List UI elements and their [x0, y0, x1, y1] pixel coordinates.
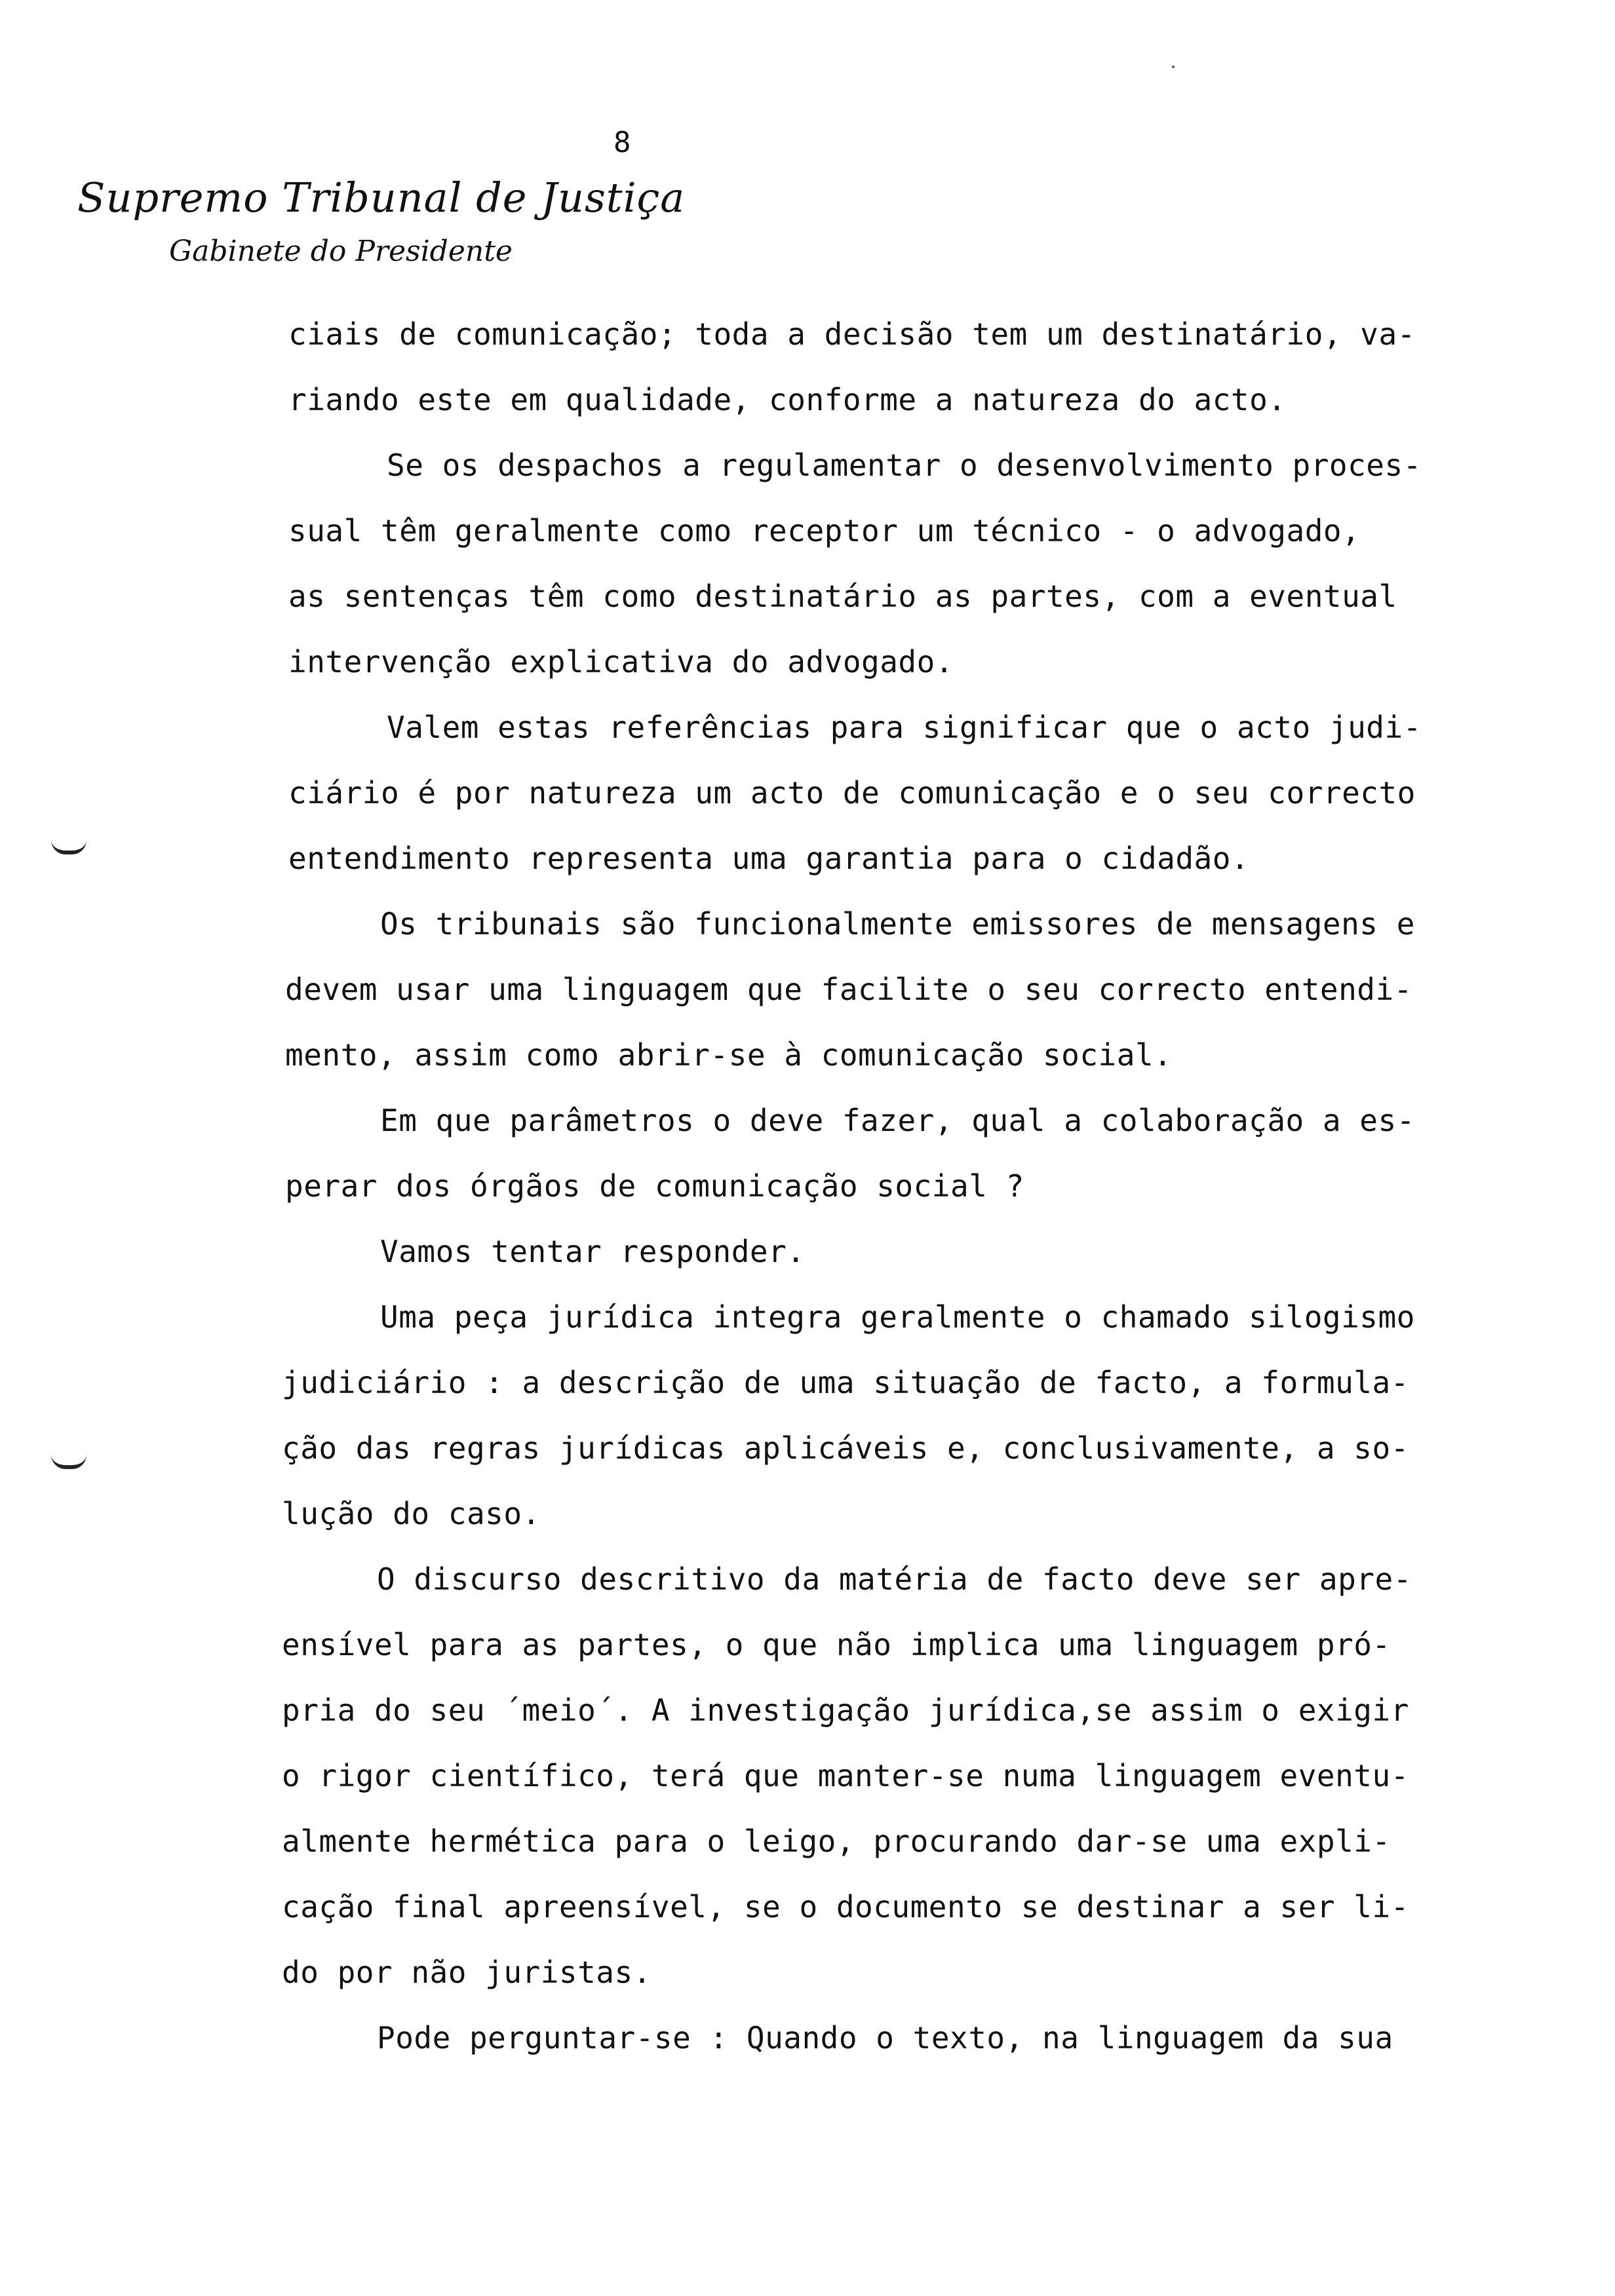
- text-line: mento, assim como abrir-se à comunicação social.: [285, 1037, 1173, 1073]
- text-line: o rigor científico, terá que manter-se numa linguagem eventu-: [282, 1758, 1409, 1793]
- text-line: Uma peça jurídica integra geralmente o chamado silogismo: [380, 1299, 1415, 1335]
- text-line: ciário é por natureza um acto de comunicação e o seu correcto: [288, 775, 1416, 811]
- text-line: pria do seu ´meio´. A investigação jurídica,se assim o exigir: [282, 1693, 1409, 1728]
- text-line: devem usar uma linguagem que facilite o seu correcto entendi-: [285, 972, 1412, 1007]
- letterhead-subtitle: Gabinete do Presidente: [169, 235, 513, 268]
- text-line: riando este em qualidade, conforme a natureza do acto.: [288, 382, 1287, 417]
- text-line: Os tribunais são funcionalmente emissores de mensagens e: [380, 906, 1415, 942]
- text-line: cação final apreensível, se o documento se destinar a ser li-: [282, 1889, 1409, 1924]
- text-line: do por não juristas.: [282, 1955, 652, 1990]
- text-line: Valem estas referências para significar que o acto judi-: [387, 710, 1422, 745]
- text-line: Vamos tentar responder.: [380, 1234, 806, 1269]
- text-line: perar dos órgãos de comunicação social ?: [285, 1168, 1024, 1204]
- text-line: lução do caso.: [282, 1496, 541, 1531]
- text-line: as sentenças têm como destinatário as partes, com a eventual: [288, 579, 1397, 614]
- text-line: Pode perguntar-se : Quando o texto, na linguagem da sua: [377, 2020, 1393, 2056]
- text-line: Em que parâmetros o deve fazer, qual a colaboração a es-: [380, 1103, 1415, 1138]
- text-line: almente hermética para o leigo, procurando dar-se uma expli-: [282, 1824, 1391, 1859]
- text-line: judiciário : a descrição de uma situação de facto, a formula-: [282, 1365, 1409, 1400]
- text-line: ção das regras jurídicas aplicáveis e, conclusivamente, a so-: [282, 1430, 1409, 1466]
- page-number: 8: [613, 126, 631, 159]
- text-line: ensível para as partes, o que não implica uma linguagem pró-: [282, 1627, 1391, 1662]
- text-line: entendimento representa uma garantia para o cidadão.: [288, 841, 1250, 876]
- text-line: ciais de comunicação; toda a decisão tem um destinatário, va-: [288, 316, 1416, 352]
- text-line: sual têm geralmente como receptor um técnico - o advogado,: [288, 513, 1361, 548]
- text-line: Se os despachos a regulamentar o desenvolvimento proces-: [387, 448, 1422, 483]
- text-line: O discurso descritivo da matéria de facto deve ser apre-: [377, 1561, 1412, 1597]
- text-line: intervenção explicativa do advogado.: [288, 644, 954, 679]
- letterhead-title: Supremo Tribunal de Justiça: [77, 174, 686, 221]
